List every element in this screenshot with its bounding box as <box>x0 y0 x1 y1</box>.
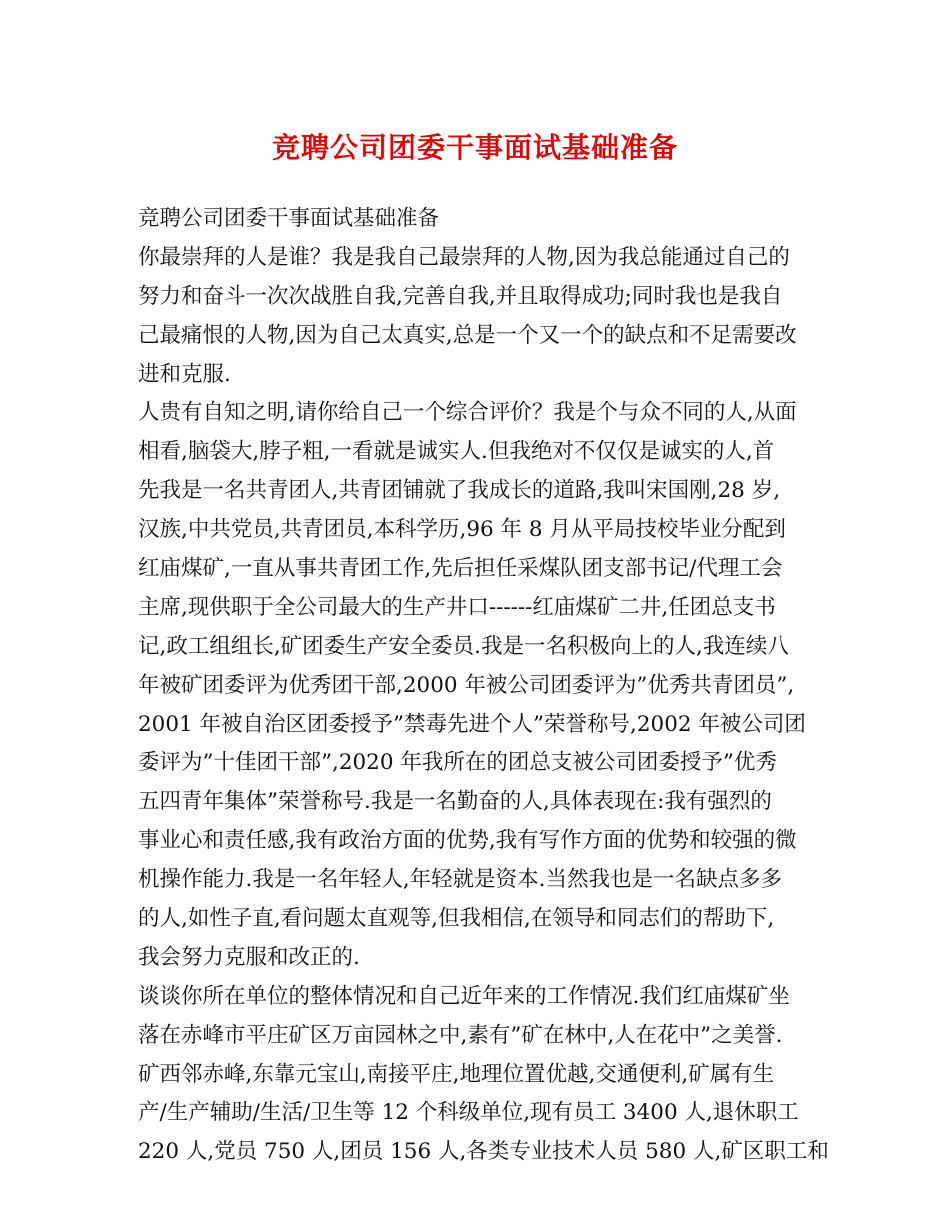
body-line: 我会努力克服和改正的. <box>138 944 360 970</box>
body-line: 产/生产辅助/生活/卫生等 12 个科级单位,现有员工 3400 人,退休职工 <box>138 1100 799 1126</box>
body-line: 事业心和责任感,我有政治方面的优势,我有写作方面的优势和较强的微 <box>138 828 797 854</box>
body-line: 相看,脑袋大,脖子粗,一看就是诚实人.但我绝对不仅仅是诚实的人,首 <box>138 439 775 465</box>
body-line: 矿西邻赤峰,东靠元宝山,南接平庄,地理位置优越,交通便利,矿属有生 <box>138 1061 775 1087</box>
body-line: 努力和奋斗一次次战胜自我,完善自我,并且取得成功;同时我也是我自 <box>138 283 783 309</box>
body-line: 己最痛恨的人物,因为自己太真实,总是一个又一个的缺点和不足需要改 <box>138 322 797 348</box>
body-line: 记,政工组组长,矿团委生产安全委员.我是一名积极向上的人,我连续八 <box>138 633 789 659</box>
body-line: 的人,如性子直,看问题太直观等,但我相信,在领导和同志们的帮助下, <box>138 906 775 932</box>
body-line: 五四青年集体”荣誉称号.我是一名勤奋的人,具体表现在:我有强烈的 <box>138 789 772 815</box>
body-line: 机操作能力.我是一名年轻人,年轻就是资本.当然我也是一名缺点多多 <box>138 867 783 893</box>
body-line: 落在赤峰市平庄矿区万亩园林之中,素有”矿在林中,人在花中”之美誉. <box>138 1022 783 1048</box>
body-line: 谈谈你所在单位的整体情况和自己近年来的工作情况.我们红庙煤矿坐 <box>138 983 790 1009</box>
body-line: 竞聘公司团委干事面试基础准备 <box>138 206 440 231</box>
body-line: 人贵有自知之明,请你给自己一个综合评价？我是个与众不同的人,从面 <box>138 400 797 426</box>
document-body <box>138 200 829 1172</box>
body-line: 进和克服. <box>138 361 231 387</box>
body-line: 红庙煤矿,一直从事共青团工作,先后担任采煤队团支部书记/代理工会 <box>138 556 783 582</box>
body-line: 委评为”十佳团干部”,2020 年我所在的团总支被公司团委授予”优秀 <box>138 750 777 776</box>
body-line: 年被矿团委评为优秀团干部,2000 年被公司团委评为”优秀共青团员”, <box>138 672 795 698</box>
document-title: 竞聘公司团委干事面试基础准备 <box>271 131 678 164</box>
body-line: 220 人,党员 750 人,团员 156 人,各类专业技术人员 580 人,矿区职工和 <box>138 1139 829 1165</box>
body-line: 你最崇拜的人是谁？我是我自己最崇拜的人物,因为我总能通过自己的 <box>138 244 790 270</box>
body-line: 主席,现供职于全公司最大的生产井口------红庙煤矿二井,任团总支书 <box>138 594 776 620</box>
body-line: 汉族,中共党员,共青团员,本科学历,96 年 8 月从平局技校毕业分配到 <box>138 517 786 543</box>
body-line: 先我是一名共青团人,共青团铺就了我成长的道路,我叫宋国刚,28 岁, <box>138 478 781 504</box>
body-line: 2001 年被自治区团委授予”禁毒先进个人”荣誉称号,2002 年被公司团 <box>138 711 806 737</box>
